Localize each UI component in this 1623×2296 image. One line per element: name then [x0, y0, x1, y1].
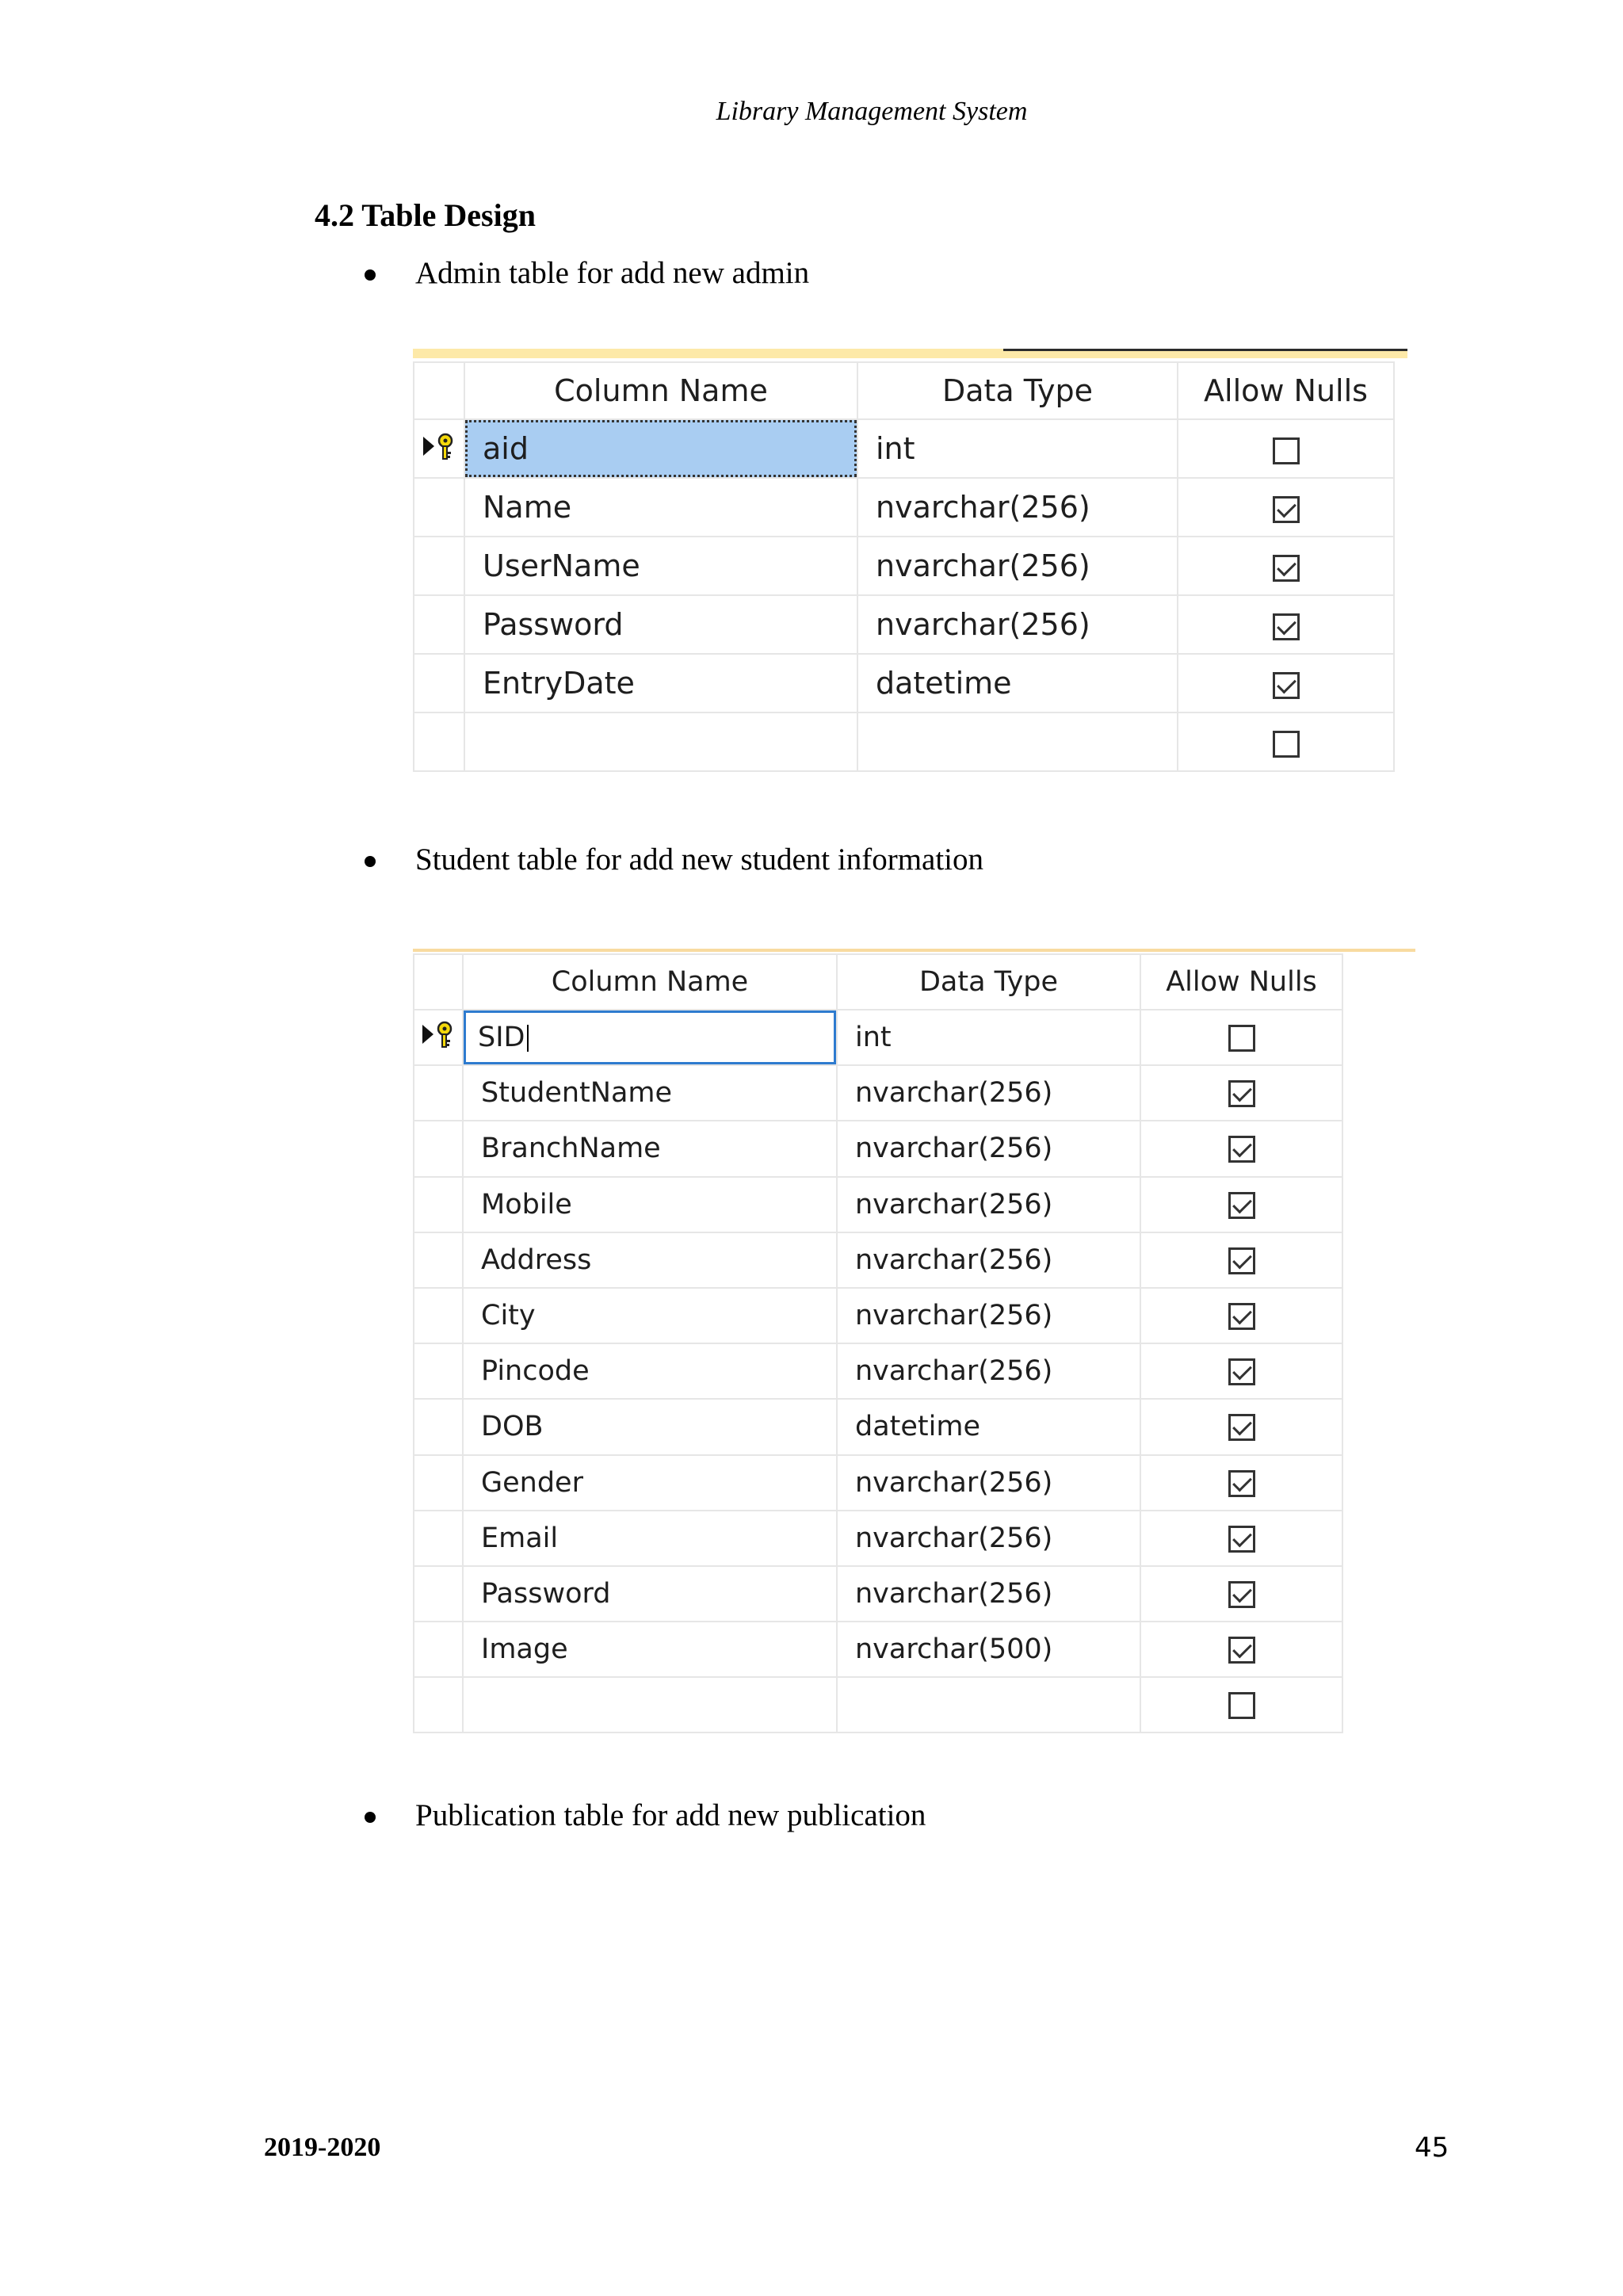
bullet-icon: [365, 269, 376, 281]
row-selector-header: [414, 362, 464, 419]
column-name-header[interactable]: Column Name: [464, 362, 857, 419]
bullet-icon: [365, 856, 376, 867]
column-name-text: Pincode: [481, 1355, 590, 1388]
table-row[interactable]: [414, 1010, 1342, 1065]
column-name-text: SID: [478, 1022, 525, 1054]
allow-nulls-cell: [1140, 1511, 1342, 1566]
row-selector[interactable]: [414, 1677, 463, 1733]
column-name-text: BranchName: [481, 1133, 661, 1165]
allow-nulls-checkbox[interactable]: [1273, 437, 1300, 464]
column-name-cell[interactable]: [463, 1566, 837, 1622]
data-type-cell[interactable]: [857, 478, 1178, 537]
allow-nulls-cell: [1140, 1566, 1342, 1622]
column-name-cell[interactable]: [463, 1065, 837, 1121]
data-type-text: int: [855, 1022, 892, 1054]
column-name-text: Email: [481, 1522, 559, 1554]
column-name-cell[interactable]: [463, 1455, 837, 1511]
allow-nulls-cell: [1178, 537, 1394, 595]
footer-year: 2019-2020: [264, 2133, 381, 2162]
data-type-cell[interactable]: [837, 1177, 1140, 1232]
column-name-cell[interactable]: [463, 1121, 837, 1176]
table-row[interactable]: [414, 537, 1394, 595]
allow-nulls-cell: [1140, 1399, 1342, 1454]
data-type-header[interactable]: Data Type: [837, 954, 1140, 1010]
data-type-text: nvarchar(256): [876, 490, 1090, 525]
data-type-cell[interactable]: [837, 1455, 1140, 1511]
column-name-cell[interactable]: [463, 1343, 837, 1399]
column-name-text: Gender: [481, 1466, 583, 1499]
column-name-text: DOB: [481, 1411, 544, 1443]
data-type-cell[interactable]: [837, 1065, 1140, 1121]
data-type-text: nvarchar(256): [855, 1133, 1053, 1165]
row-selector[interactable]: [414, 1622, 463, 1677]
running-header: Library Management System: [716, 97, 1028, 126]
data-type-cell[interactable]: [857, 419, 1178, 478]
column-name-cell[interactable]: [463, 1677, 837, 1733]
allow-nulls-checkbox[interactable]: [1273, 731, 1300, 758]
column-name-cell[interactable]: [464, 537, 857, 595]
row-selector[interactable]: [414, 478, 464, 537]
column-name-cell[interactable]: [463, 1399, 837, 1454]
table-row[interactable]: [414, 1622, 1342, 1677]
admin-columns-table: [413, 361, 1395, 772]
bullet-text: Student table for add new student information: [415, 842, 984, 877]
data-type-cell[interactable]: [857, 712, 1178, 771]
data-type-cell[interactable]: [857, 537, 1178, 595]
column-name-text: Password: [481, 1577, 611, 1610]
allow-nulls-cell: [1140, 1121, 1342, 1176]
allow-nulls-checkbox[interactable]: [1228, 1637, 1255, 1664]
table-row[interactable]: [414, 1177, 1342, 1232]
allow-nulls-header[interactable]: Allow Nulls: [1178, 362, 1394, 419]
data-type-text: nvarchar(256): [855, 1244, 1053, 1276]
grid-title-bar: [413, 949, 1415, 952]
primary-key-icon: [422, 432, 456, 468]
allow-nulls-header[interactable]: Allow Nulls: [1140, 954, 1342, 1010]
table-row[interactable]: [414, 712, 1394, 771]
allow-nulls-checkbox[interactable]: [1228, 1025, 1255, 1052]
column-name-text: Image: [481, 1633, 568, 1666]
allow-nulls-checkbox[interactable]: [1273, 672, 1300, 699]
row-selector[interactable]: [414, 654, 464, 712]
data-type-cell[interactable]: [837, 1566, 1140, 1622]
allow-nulls-cell: [1178, 478, 1394, 537]
row-selector[interactable]: [414, 1288, 463, 1343]
allow-nulls-cell: [1178, 654, 1394, 712]
table-row[interactable]: [414, 1232, 1342, 1288]
data-type-cell[interactable]: [837, 1622, 1140, 1677]
section-heading: 4.2 Table Design: [315, 197, 536, 233]
row-selector[interactable]: [414, 1177, 463, 1232]
table-row[interactable]: [414, 1677, 1342, 1733]
table-row[interactable]: [414, 654, 1394, 712]
allow-nulls-checkbox[interactable]: [1273, 496, 1300, 523]
allow-nulls-cell: [1140, 1677, 1342, 1733]
column-name-text: aid: [483, 431, 529, 466]
text-caret: [527, 1025, 529, 1052]
column-name-text: UserName: [483, 548, 640, 583]
allow-nulls-checkbox[interactable]: [1228, 1692, 1255, 1719]
allow-nulls-checkbox[interactable]: [1273, 555, 1300, 582]
column-name-text: Password: [483, 607, 624, 642]
column-name-text: Name: [483, 490, 572, 525]
data-type-cell[interactable]: [837, 1232, 1140, 1288]
row-selector-header: [414, 954, 463, 1010]
allow-nulls-cell: [1140, 1343, 1342, 1399]
column-name-text: Mobile: [481, 1188, 572, 1221]
table-row[interactable]: [414, 1399, 1342, 1454]
student-table-grid: [413, 949, 1415, 1729]
allow-nulls-checkbox[interactable]: [1228, 1192, 1255, 1219]
data-type-text: nvarchar(256): [855, 1577, 1053, 1610]
data-type-cell[interactable]: [837, 1121, 1140, 1176]
admin-table-grid: [413, 349, 1407, 773]
column-name-cell[interactable]: [464, 712, 857, 771]
data-type-cell[interactable]: [837, 1677, 1140, 1733]
row-selector[interactable]: [414, 1566, 463, 1622]
allow-nulls-cell: [1140, 1065, 1342, 1121]
data-type-cell[interactable]: [837, 1288, 1140, 1343]
allow-nulls-cell: [1140, 1455, 1342, 1511]
row-selector[interactable]: [414, 1232, 463, 1288]
table-row[interactable]: [414, 478, 1394, 537]
bullet-student-table: [365, 842, 983, 877]
data-type-text: datetime: [855, 1411, 980, 1443]
data-type-text: nvarchar(256): [855, 1355, 1053, 1388]
bullet-text: Admin table for add new admin: [415, 256, 810, 290]
bullet-icon: [365, 1812, 376, 1823]
table-row[interactable]: [414, 1566, 1342, 1622]
column-name-cell[interactable]: [463, 1177, 837, 1232]
table-row[interactable]: [414, 1511, 1342, 1566]
data-type-text: nvarchar(256): [855, 1077, 1053, 1110]
allow-nulls-cell: [1178, 712, 1394, 771]
column-name-cell[interactable]: [463, 1010, 837, 1065]
data-type-text: nvarchar(256): [876, 607, 1090, 642]
data-type-text: nvarchar(256): [855, 1300, 1053, 1332]
table-row[interactable]: [414, 1455, 1342, 1511]
allow-nulls-checkbox[interactable]: [1228, 1247, 1255, 1274]
row-selector[interactable]: [414, 1010, 463, 1065]
allow-nulls-cell: [1140, 1288, 1342, 1343]
data-type-text: nvarchar(500): [855, 1633, 1053, 1666]
bullet-publication-table: [365, 1797, 926, 1833]
data-type-text: int: [876, 431, 915, 466]
allow-nulls-cell: [1140, 1622, 1342, 1677]
allow-nulls-cell: [1178, 595, 1394, 654]
allow-nulls-checkbox[interactable]: [1228, 1581, 1255, 1608]
page-number: 45: [1415, 2132, 1449, 2164]
column-name-text: StudentName: [481, 1077, 673, 1110]
bullet-text: Publication table for add new publication: [415, 1798, 926, 1832]
column-name-cell[interactable]: [464, 419, 857, 478]
allow-nulls-checkbox[interactable]: [1228, 1526, 1255, 1553]
row-selector[interactable]: [414, 712, 464, 771]
row-selector[interactable]: [414, 1511, 463, 1566]
data-type-text: nvarchar(256): [855, 1522, 1053, 1554]
data-type-text: datetime: [876, 666, 1012, 701]
table-row[interactable]: [414, 1065, 1342, 1121]
data-type-header[interactable]: Data Type: [857, 362, 1178, 419]
table-row[interactable]: [414, 595, 1394, 654]
allow-nulls-checkbox[interactable]: [1228, 1358, 1255, 1385]
row-selector[interactable]: [414, 1121, 463, 1176]
data-type-text: nvarchar(256): [855, 1466, 1053, 1499]
allow-nulls-checkbox[interactable]: [1228, 1470, 1255, 1497]
allow-nulls-cell: [1178, 419, 1394, 478]
column-name-header[interactable]: Column Name: [463, 954, 837, 1010]
allow-nulls-checkbox[interactable]: [1228, 1080, 1255, 1107]
allow-nulls-checkbox[interactable]: [1228, 1136, 1255, 1163]
column-name-cell[interactable]: [463, 1288, 837, 1343]
allow-nulls-checkbox[interactable]: [1273, 613, 1300, 640]
data-type-text: nvarchar(256): [855, 1188, 1053, 1221]
row-selector[interactable]: [414, 1455, 463, 1511]
column-name-text: Address: [481, 1244, 592, 1276]
data-type-cell[interactable]: [857, 595, 1178, 654]
row-selector[interactable]: [414, 537, 464, 595]
allow-nulls-cell: [1140, 1177, 1342, 1232]
row-selector[interactable]: [414, 1399, 463, 1454]
column-name-cell[interactable]: [463, 1622, 837, 1677]
data-type-text: nvarchar(256): [876, 548, 1090, 583]
allow-nulls-cell: [1140, 1010, 1342, 1065]
table-row[interactable]: [414, 1121, 1342, 1176]
row-selector[interactable]: [414, 595, 464, 654]
data-type-cell[interactable]: [837, 1399, 1140, 1454]
student-columns-table: [413, 953, 1343, 1733]
row-selector[interactable]: [414, 1343, 463, 1399]
column-name-cell[interactable]: [464, 595, 857, 654]
data-type-cell[interactable]: [857, 654, 1178, 712]
column-name-cell[interactable]: [464, 654, 857, 712]
row-selector[interactable]: [414, 1065, 463, 1121]
table-row[interactable]: [414, 1288, 1342, 1343]
primary-key-icon: [421, 1020, 456, 1056]
column-name-cell[interactable]: [464, 478, 857, 537]
bullet-admin-table: [365, 255, 809, 291]
column-name-cell[interactable]: [463, 1232, 837, 1288]
row-selector[interactable]: [414, 419, 464, 478]
table-row[interactable]: [414, 1343, 1342, 1399]
allow-nulls-checkbox[interactable]: [1228, 1414, 1255, 1441]
column-name-text: EntryDate: [483, 666, 635, 701]
column-name-cell[interactable]: [463, 1511, 837, 1566]
data-type-cell[interactable]: [837, 1511, 1140, 1566]
allow-nulls-cell: [1140, 1232, 1342, 1288]
table-row[interactable]: [414, 419, 1394, 478]
data-type-cell[interactable]: [837, 1010, 1140, 1065]
data-type-cell[interactable]: [837, 1343, 1140, 1399]
grid-title-underline: [1003, 349, 1407, 351]
allow-nulls-checkbox[interactable]: [1228, 1303, 1255, 1330]
column-name-text: City: [481, 1300, 536, 1332]
